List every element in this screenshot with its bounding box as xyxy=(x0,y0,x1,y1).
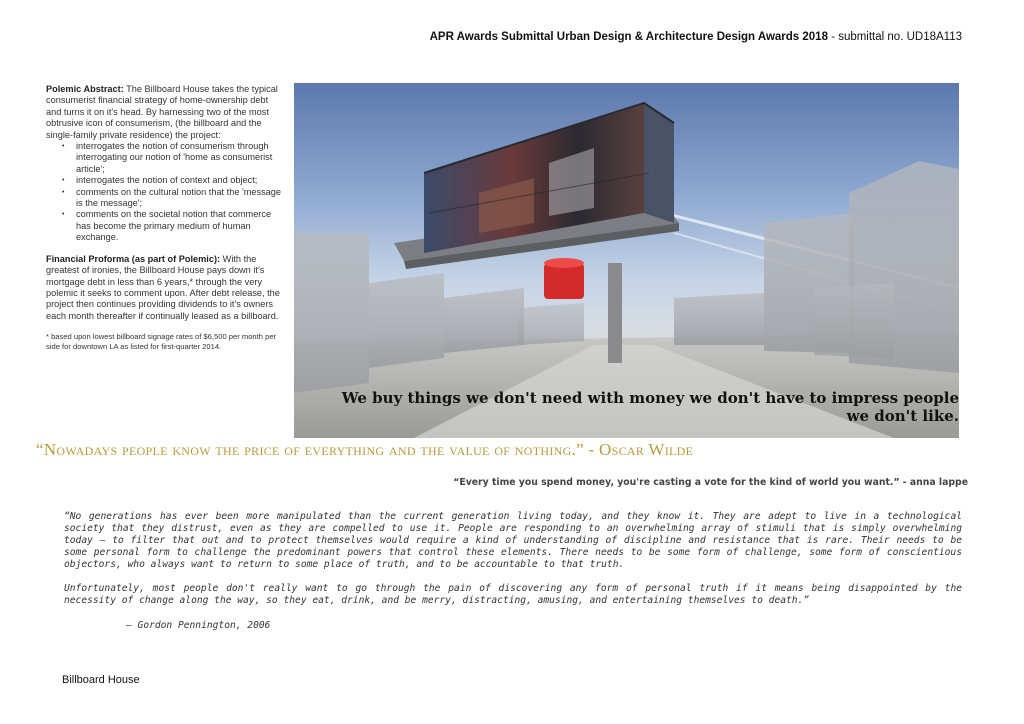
abstract-bullet: • interrogates the notion of consumerism through interrogating our notion of 'home as consumerist article'; xyxy=(76,141,286,175)
header-submittal: - submittal no. UD18A113 xyxy=(827,31,962,43)
finance-heading: Financial Proforma (as part of Polemic): xyxy=(46,253,221,264)
abstract-bullet-list xyxy=(46,141,286,244)
abstract-bullet: • interrogates the notion of context and object; xyxy=(76,175,286,186)
tagline-quote: We buy things we don't need with money we don't have to impress people we don't like. xyxy=(341,389,959,425)
anna-lappe-quote: “Every time you spend money, you're casting a vote for the kind of world you want.” - anna lappe xyxy=(453,477,968,488)
project-name: Billboard House xyxy=(62,674,140,686)
quote-attribution: – Gordon Pennington, 2006 xyxy=(126,620,271,631)
oscar-wilde-quote: “Nowadays people know the price of everything and the value of nothing.” - Oscar Wilde xyxy=(36,440,694,459)
footnote: * based upon lowest billboard signage rates of $6,500 per month per side for downtown LA as listed for first-quarter 2014. xyxy=(46,332,277,352)
abstract-bullet: • comments on the societal notion that commerce has become the primary medium of human exchange. xyxy=(76,209,286,243)
header-title: APR Awards Submittal Urban Design & Architecture Design Awards 2018 xyxy=(429,31,828,43)
abstract-heading: Polemic Abstract: xyxy=(46,84,124,94)
financial-proforma xyxy=(46,254,286,322)
billboard-house-rendering xyxy=(294,83,959,438)
rendering-illustration xyxy=(294,83,959,438)
abstract-paragraph xyxy=(46,84,286,141)
pennington-quote xyxy=(64,511,962,619)
abstract-bullet: • comments on the cultural notion that the 'message is the message'; xyxy=(76,187,286,210)
quote-paragraph-2: Unfortunately, most people don't really want to go through the pain of discovering any form of personal truth if it means being disappointed by the necessity of change along the way, so they eat, drink, and be merry, distracting, amusing, and entertaining themselves to death.” xyxy=(64,583,962,606)
polemic-abstract xyxy=(46,84,286,352)
finance-text: With the greatest of ironies, the Billboard House pays down it's mortgage debt in less than 6 years,* through the very polemic it seeks to comment upon. After debt release, the project then continues providing dividends to it's owners each month thereafter if continually leased as a billboard. xyxy=(46,253,280,321)
page-header xyxy=(430,31,962,43)
abstract-intro: The Billboard House takes the typical consumerist financial strategy of home-ownership debt and turns it on it's head. By harnessing two of the most obtrusive icon of consumerism, (the billboard and the single-family private residence) the project: xyxy=(46,84,278,140)
quote-paragraph-1: “No generations has ever been more manipulated than the current generation living today, and they know it. They are adept to live in a technological society that they distrust, even as they are compelled to use it. People are responding to an overwhelming array of stimuli that is simply overwhelming today – to filter that out and to protect themselves would require a kind of understanding of discipline and resistance that is rare. Their needs to be some personal form to challenge the predominant powers that control these elements. There needs to be some form of challenge, some form of conscientious objectors, who always want to return to some place of truth, and to be accountable to that truth. xyxy=(64,511,962,570)
